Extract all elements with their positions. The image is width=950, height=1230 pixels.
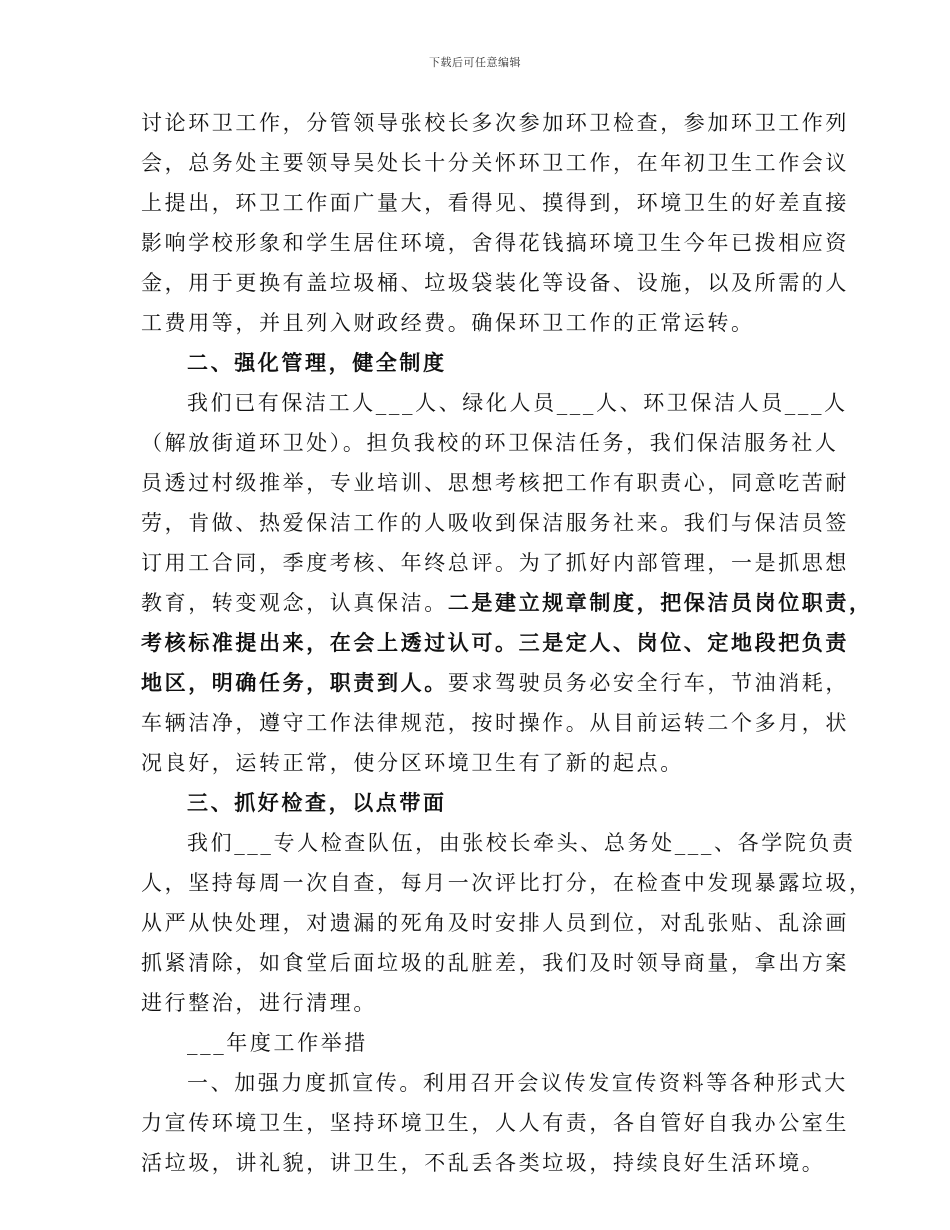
text-segment: 进行整治，进行清理。 [141,991,377,1015]
text-segment: 教育，转变观念，认真保洁。 [141,591,448,615]
paragraph-line [141,103,849,143]
bold-text-segment: 考核标准提出来，在会上透过认可。三是定人、岗位、定地段把负责 [141,630,849,655]
text-segment: 工费用等，并且列入财政经费。确保环卫工作的正常运转。 [141,311,755,335]
paragraph-line [141,263,849,303]
bold-text-segment: 二是建立规章制度，把保洁员岗位职责， [447,590,873,615]
paragraph-line [141,303,831,343]
text-segment: 劳，肯做、热爱保洁工作的人吸收到保洁服务社来。我们与保洁员签 [141,511,849,535]
text-segment: 订用工合同，季度考核、年终总评。为了抓好内部管理，一是抓思想 [141,551,849,575]
text-segment: 一、加强力度抓宣传。利用召开会议传发宣传资料等各种形式大 [187,1071,848,1095]
paragraph-line [141,1143,831,1183]
text-segment: 影响学校形象和学生居住环境，舍得花钱搞环境卫生今年已拨相应资 [141,231,849,255]
document-body [141,103,873,1183]
paragraph-line [141,223,849,263]
text-segment: ___年度工作举措 [187,1031,368,1055]
paragraph-line [141,623,849,663]
paragraph-line [141,183,849,223]
paragraph-line [141,543,849,583]
section-heading [141,783,831,823]
paragraph-line [141,1063,848,1103]
text-segment: 活垃圾，讲礼貌，讲卫生，不乱丢各类垃圾，持续良好生活环境。 [141,1151,826,1175]
text-segment: 员透过村级推举，专业培训、思想考核把工作有职责心，同意吃苦耐 [141,471,849,495]
paragraph-line [141,463,849,503]
text-segment: 从严从快处理，对遗漏的死角及时安排人员到位，对乱张贴、乱涂画 [141,911,849,935]
paragraph-line [141,903,849,943]
text-segment: 力宣传环境卫生，坚持环境卫生，人人有责，各自管好自我办公室生 [141,1111,849,1135]
text-segment: 上提出，环卫工作面广量大，看得见、摸得到，环境卫生的好差直接 [141,191,849,215]
paragraph-line [141,383,848,423]
bold-text-segment: 三、抓好检查，以点带面 [187,790,447,815]
paragraph-line [141,1023,831,1063]
paragraph-line [141,143,849,183]
text-segment: 我们___专人检查队伍，由张校长牵头、总务处___、各学院负责 [187,831,856,855]
paragraph-line [141,703,849,743]
paragraph-line [141,983,831,1023]
paragraph-line [141,583,873,623]
bold-text-segment: 地区，明确任务，职责到人。 [141,670,448,695]
page-header-note: 下载后可任意编辑 [429,56,521,69]
paragraph-line [141,863,873,903]
paragraph-line [141,943,849,983]
text-segment: 金，用于更换有盖垃圾桶、垃圾袋装化等设备、设施，以及所需的人 [141,271,849,295]
paragraph-line [141,503,849,543]
text-segment: 车辆洁净，遵守工作法律规范，按时操作。从目前运转二个多月，状 [141,711,849,735]
text-segment: 讨论环卫工作，分管领导张校长多次参加环卫检查，参加环卫工作列 [141,111,849,135]
text-segment: 我们已有保洁工人___人、绿化人员___人、环卫保洁人员___人 [187,391,848,415]
text-segment: 况良好，运转正常，使分区环境卫生有了新的起点。 [141,751,684,775]
paragraph-line [141,663,850,703]
section-heading [141,343,831,383]
text-segment: （解放街道环卫处）。担负我校的环卫保洁任务，我们保洁服务社人 [141,431,839,455]
bold-text-segment: 二、强化管理，健全制度 [187,350,447,375]
text-segment: 抓紧清除，如食堂后面垃圾的乱脏差，我们及时领导商量，拿出方案 [141,951,849,975]
text-segment: 人，坚持每周一次自查，每月一次评比打分，在检查中发现暴露垃圾， [141,871,873,895]
paragraph-line [141,743,831,783]
text-segment: 要求驾驶员务必安全行车，节油消耗， [447,671,850,695]
text-segment: 会，总务处主要领导吴处长十分关怀环卫工作，在年初卫生工作会议 [141,151,849,175]
paragraph-line [141,423,839,463]
paragraph-line [141,1103,849,1143]
paragraph-line [141,823,856,863]
